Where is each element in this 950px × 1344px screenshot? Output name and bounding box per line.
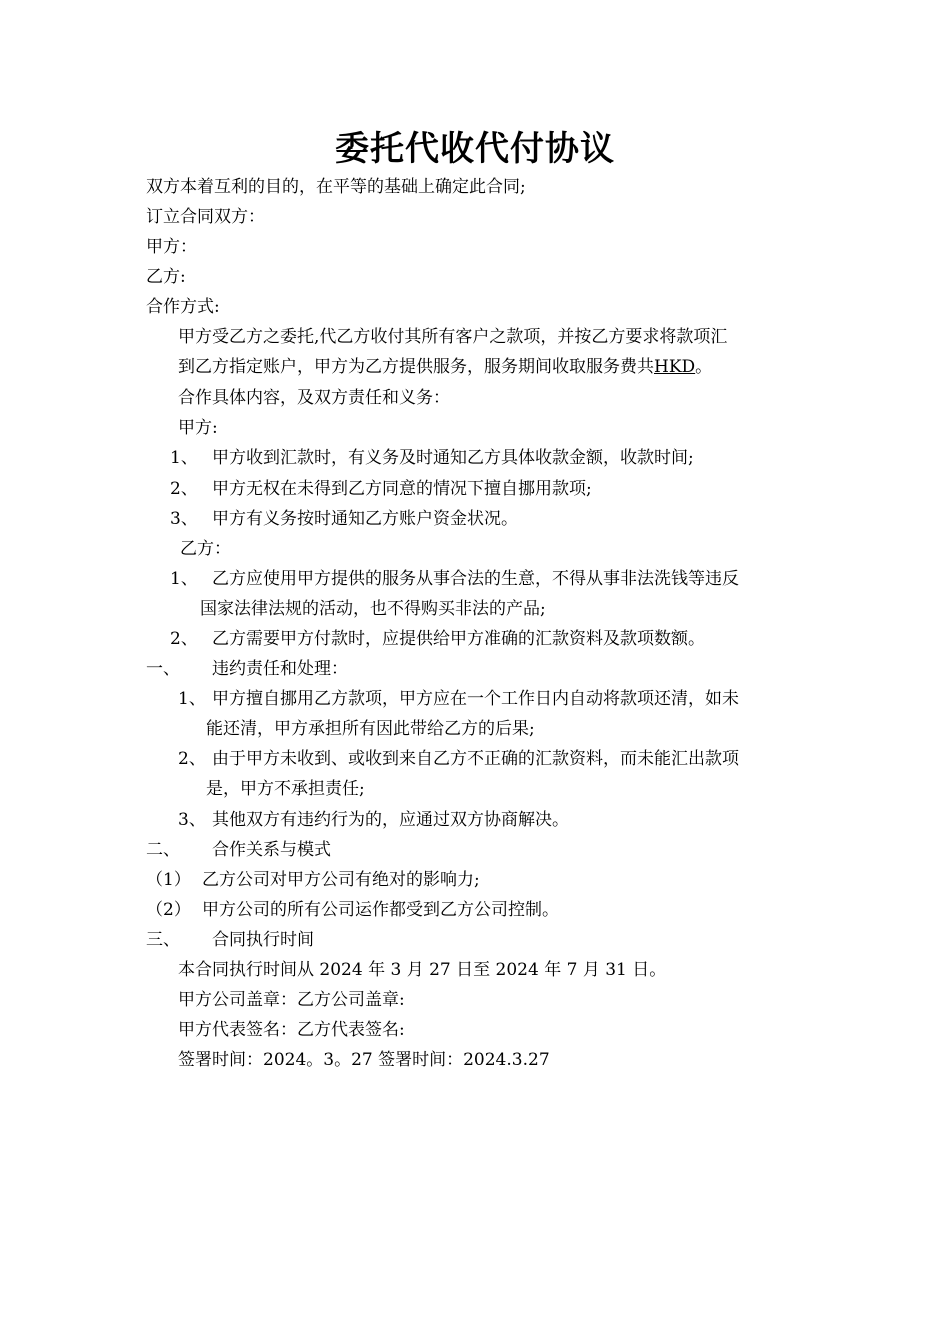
list-item: 乙方应使用甲方提供的服务从事合法的生意，不得从事非法洗钱等违反	[212, 569, 739, 589]
section-heading: 违约责任和处理：	[212, 659, 348, 679]
list-item-continuation: 是，甲方不承担责任;	[206, 779, 365, 799]
list-item: 甲方擅自挪用乙方款项，甲方应在一个工作日内自动将款项还清，如未	[212, 689, 739, 709]
list-item-number: 1、	[170, 569, 198, 589]
list-item-number: 1、	[170, 448, 198, 468]
list-item-number: 2、	[178, 749, 206, 769]
party-a-duties-label: 甲方:	[178, 418, 218, 438]
cooperation-paragraph-line-2	[178, 356, 712, 378]
cooperation-paragraph-line-1: 甲方受乙方之委托,代乙方收付其所有客户之款项，并按乙方要求将款项汇	[178, 327, 728, 347]
list-item: 乙方需要甲方付款时，应提供给甲方准确的汇款资料及款项数额。	[212, 629, 705, 649]
list-item: 甲方无权在未得到乙方同意的情况下擅自挪用款项;	[212, 479, 592, 499]
list-item-number: 1、	[178, 689, 206, 709]
seal-line: 甲方公司盖章：乙方公司盖章:	[178, 990, 405, 1010]
list-item-continuation: 国家法律法规的活动，也不得购买非法的产品;	[200, 599, 546, 619]
parties-label: 订立合同双方：	[146, 207, 265, 227]
list-item-number: （1）	[146, 870, 191, 890]
currency-label: HKD	[654, 357, 696, 377]
list-item: 由于甲方未收到、或收到来自乙方不正确的汇款资料，而未能汇出款项	[212, 749, 739, 769]
section-heading: 合同执行时间	[212, 930, 314, 950]
content-label: 合作具体内容，及双方责任和义务：	[178, 388, 450, 408]
list-item: 甲方公司的所有公司运作都受到乙方公司控制。	[202, 900, 559, 920]
list-item-continuation: 能还清，甲方承担所有因此带给乙方的后果;	[206, 719, 535, 739]
signing-date-line: 签署时间：2024。3。27 签署时间：2024.3.27	[178, 1050, 550, 1070]
party-b-line: 乙方:	[146, 267, 186, 287]
list-item-number: 3、	[170, 509, 198, 529]
list-item-number: 2、	[170, 479, 198, 499]
contract-term-line: 本合同执行时间从 2024 年 3 月 27 日至 2024 年 7 月 31 日。	[178, 960, 667, 980]
list-item-number: 3、	[178, 810, 206, 830]
signature-line: 甲方代表签名：乙方代表签名:	[178, 1020, 405, 1040]
section-number: 二、	[146, 840, 180, 860]
party-b-duties-label: 乙方：	[180, 539, 231, 559]
list-item: 甲方有义务按时通知乙方账户资金状况。	[212, 509, 518, 529]
list-item: 甲方收到汇款时，有义务及时通知乙方具体收款金额，收款时间;	[212, 448, 694, 468]
section-number: 三、	[146, 930, 180, 950]
cooperation-paragraph-text: 到乙方指定账户，甲方为乙方提供服务，服务期间收取服务费共	[178, 357, 654, 377]
list-item-number: 2、	[170, 629, 198, 649]
list-item: 其他双方有违约行为的，应通过双方协商解决。	[212, 810, 569, 830]
party-a-line: 甲方：	[146, 237, 197, 257]
section-number: 一、	[146, 659, 180, 679]
list-item: 乙方公司对甲方公司有绝对的影响力;	[202, 870, 480, 890]
intro-line: 双方本着互利的目的，在平等的基础上确定此合同;	[146, 177, 526, 197]
cooperation-paragraph-end: 。	[695, 357, 713, 377]
section-heading: 合作关系与模式	[212, 840, 331, 860]
list-item-number: （2）	[146, 900, 191, 920]
cooperation-mode-label: 合作方式:	[146, 297, 220, 317]
document-title: 委托代收代付协议	[335, 129, 615, 169]
